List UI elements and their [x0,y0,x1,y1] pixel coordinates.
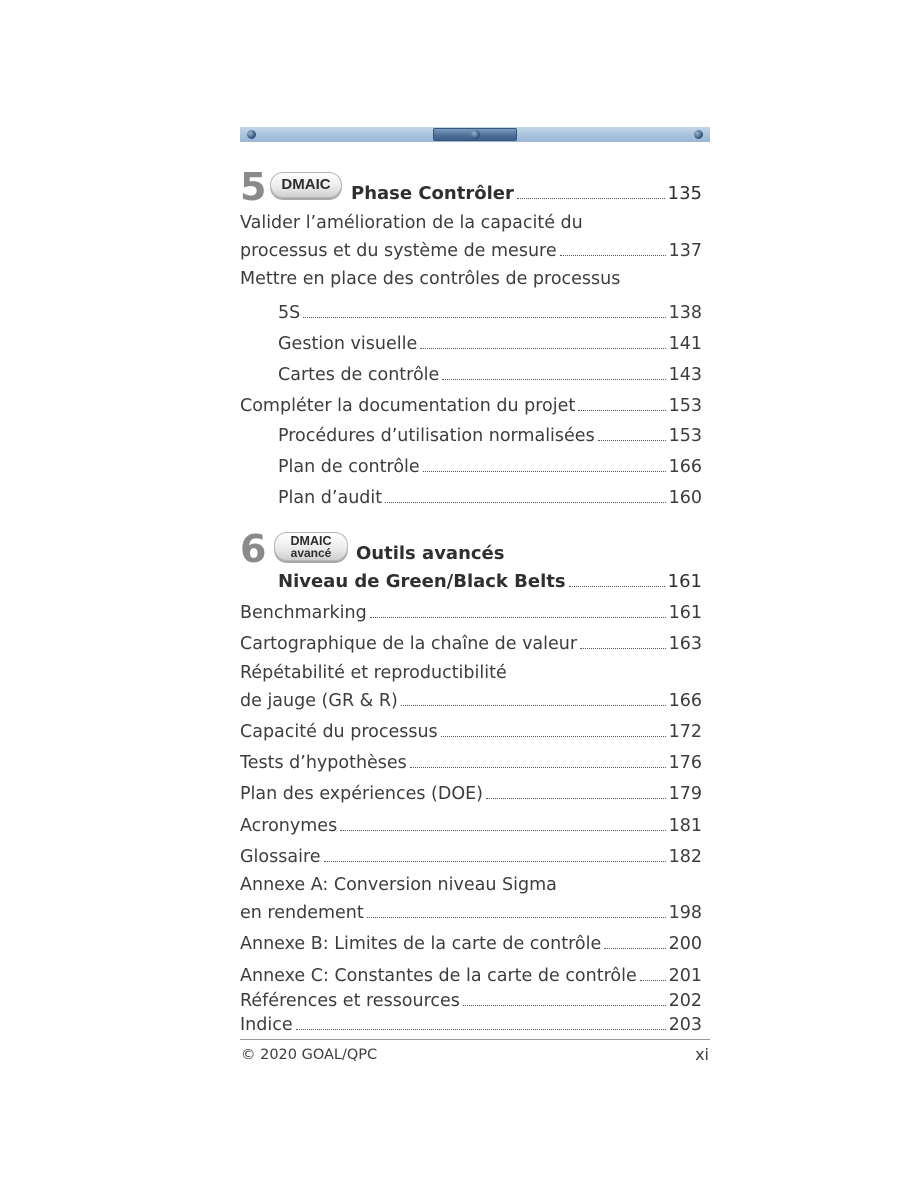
toc-entry[interactable] [240,602,702,622]
toc-entry-text: en rendement [240,902,364,923]
toc-entry[interactable] [240,752,702,772]
footer-divider [240,1039,710,1040]
page-number: xi [695,1045,709,1064]
toc-entry-page: 153 [668,395,702,416]
toc-entry[interactable] [240,933,702,953]
toc-entry-text: Indice [240,1014,293,1035]
dot-leader [463,990,666,1006]
toc-entry-page: 166 [668,690,702,711]
toc-subentry[interactable] [278,456,702,476]
chapter-5-title-entry[interactable] [351,183,702,203]
dot-leader [385,487,665,503]
header-decorative-bar [240,127,710,142]
toc-entry-page: 202 [668,990,702,1011]
dot-leader [324,846,666,862]
dot-leader [401,690,666,706]
toc-entry[interactable] [240,815,702,835]
dot-leader [598,425,666,441]
dot-leader [296,1014,666,1030]
toc-entry-text: Gestion visuelle [278,333,418,354]
dot-leader [580,633,666,649]
chapter-6-page: 161 [667,571,702,593]
toc-entry-page: 201 [668,965,702,986]
chapter-5-page: 135 [667,183,702,205]
toc-entry-text: Acronymes [240,815,338,836]
toc-entry-page: 203 [668,1014,702,1035]
left-rivet-icon [247,130,256,139]
toc-entry-page: 179 [668,783,702,804]
dot-leader [420,333,665,349]
dot-leader [370,602,666,618]
badge-line1: DMAIC [290,534,332,548]
badge-line2: avancé [290,546,332,560]
bar-center-tab [433,128,517,141]
toc-entry-text: de jauge (GR & R) [240,690,398,711]
dot-leader [303,302,665,318]
copyright-notice: © 2020 GOAL/QPC [241,1047,378,1063]
toc-entry[interactable] [240,240,702,260]
toc-entry-page: 166 [668,456,702,477]
dot-leader [604,933,665,949]
toc-entry-text: Glossaire [240,846,321,867]
toc-entry[interactable] [240,990,702,1010]
chapter-5-number: 5 [240,165,267,209]
toc-entry-page: 153 [668,425,702,446]
toc-entry-text: 5S [278,302,301,323]
dot-leader [340,815,665,831]
right-rivet-icon [694,130,703,139]
toc-entry-text: Compléter la documentation du projet [240,395,576,416]
toc-entry-page: 198 [668,902,702,923]
toc-subentry[interactable] [278,364,702,384]
toc-subentry[interactable] [278,302,702,322]
toc-entry-text: Cartes de contrôle [278,364,440,385]
dot-leader [442,364,665,380]
toc-entry-page: 137 [668,240,702,261]
chapter-6-title-entry[interactable] [278,571,702,591]
toc-entry-text: Annexe C: Constantes de la carte de contrôle [240,965,637,986]
dmaic-avance-badge [274,532,348,561]
center-rivet-icon [471,130,480,139]
dot-leader [517,183,665,199]
toc-entry-text: Benchmarking [240,602,367,623]
table-of-contents-page [240,0,710,1188]
dot-leader [578,395,665,411]
toc-entry-text: Plan d’audit [278,487,383,508]
toc-entry[interactable] [240,846,702,866]
toc-entry-page: 200 [668,933,702,954]
toc-entry[interactable] [240,633,702,653]
toc-entry-page: 143 [668,364,702,385]
toc-section-heading: Mettre en place des contrôles de processus [240,269,621,289]
dot-leader [560,240,666,256]
toc-entry[interactable] [240,783,702,803]
toc-entry-page: 176 [668,752,702,773]
toc-subentry[interactable] [278,333,702,353]
toc-entry-page: 138 [668,302,702,323]
toc-entry-line1: Répétabilité et reproductibilité [240,663,507,683]
dot-leader [569,571,665,587]
toc-entry-line1: Valider l’amélioration de la capacité du [240,213,583,233]
toc-entry-text: Plan de contrôle [278,456,420,477]
toc-entry-page: 163 [668,633,702,654]
dot-leader [423,456,666,472]
dot-leader [367,902,666,918]
toc-entry-text: processus et du système de mesure [240,240,557,261]
chapter-6-title-line2: Niveau de Green/Black Belts [278,571,566,593]
toc-entry[interactable] [240,395,702,415]
dot-leader [486,783,666,799]
toc-entry-page: 172 [668,721,702,742]
toc-subentry[interactable] [278,425,702,445]
toc-entry[interactable] [240,965,702,985]
toc-entry-text: Annexe B: Limites de la carte de contrôle [240,933,602,954]
toc-entry-page: 161 [668,602,702,623]
toc-entry[interactable] [240,690,702,710]
toc-entry-line1: Annexe A: Conversion niveau Sigma [240,875,557,895]
toc-entry-text: Tests d’hypothèses [240,752,407,773]
dot-leader [410,752,666,768]
chapter-5-title: Phase Contrôler [351,183,514,205]
dmaic-badge [270,172,342,198]
toc-entry[interactable] [240,1014,702,1034]
toc-entry-text: Plan des expériences (DOE) [240,783,483,804]
toc-entry[interactable] [240,902,702,922]
dmaic-badge-label: DMAIC [281,176,331,193]
toc-subentry[interactable] [278,487,702,507]
dot-leader [441,721,666,737]
toc-entry-text: Capacité du processus [240,721,438,742]
toc-entry-page: 141 [668,333,702,354]
toc-entry-text: Procédures d’utilisation normalisées [278,425,595,446]
toc-entry[interactable] [240,721,702,741]
toc-entry-page: 181 [668,815,702,836]
toc-entry-page: 160 [668,487,702,508]
toc-entry-text: Références et ressources [240,990,460,1011]
chapter-6-title-line1: Outils avancés [356,543,505,564]
dot-leader [640,965,666,981]
toc-entry-text: Cartographique de la chaîne de valeur [240,633,578,654]
toc-entry-page: 182 [668,846,702,867]
chapter-6-number: 6 [240,527,267,571]
